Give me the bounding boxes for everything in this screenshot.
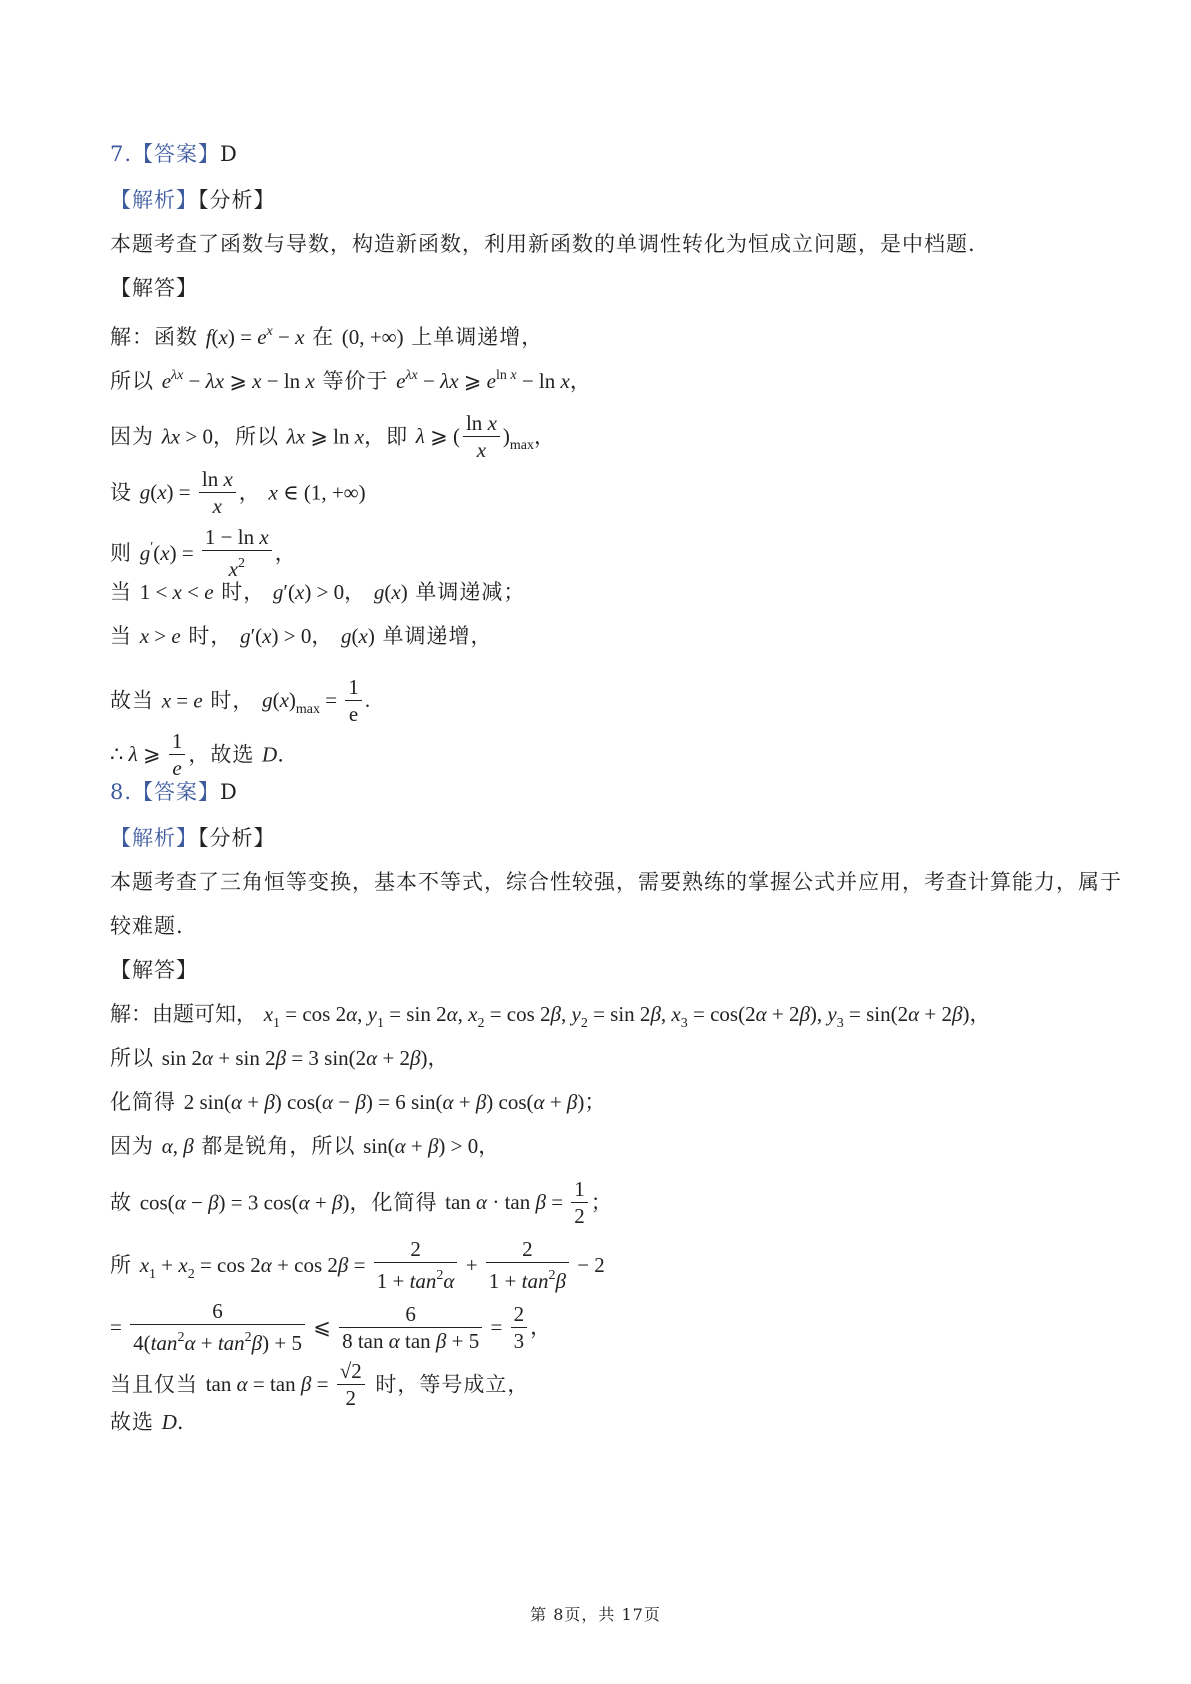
q8-s4-vars: α, β (161, 1134, 194, 1158)
q7-s6-suffix: 单调递减； (415, 580, 526, 604)
q7-step-8 (110, 676, 370, 729)
q8-step-7: = $\frac{6}{4(\tan^2\alpha + \tan^2\beta) + 5}$ ⩽ $\frac{6}{\text{8 tan α tan β + 5}}$ = $\frac{2}{3}$ ， (110, 1299, 553, 1355)
q8-step-2: 所以 sin 2α + sin 2β = 3 sin(2α + 2β)， (110, 1046, 450, 1070)
q7-s8-prefix: 故当 (110, 688, 154, 713)
q7-s6-range: 1 < x < e (139, 580, 214, 604)
q7-s6-func: g(x) (373, 580, 408, 604)
q7-step-6: 当 1 < x < e 时， g′(x) > 0， g(x) 单调递减； (110, 580, 526, 604)
q8-s8-fraction: $\frac{√2}{2}$ (337, 1358, 365, 1411)
q7-analysis-label: 【解析】 (110, 188, 198, 212)
q8-s5-formula-b: tan α · tan β = $\frac{1}{2}$ (445, 1190, 591, 1214)
q7-s5-derivative: g′(x) = $\frac{\text{1 − ln x}}{x^2}$ (140, 541, 275, 565)
q8-fenxi-label: 【分析】 (198, 826, 276, 850)
q8-s5-mid: ，化简得 (349, 1190, 438, 1215)
q7-s7-func: g(x) (341, 624, 375, 648)
q8-s6-fraction-a: $\frac{2}{1 + \tan^2\alpha}$ (374, 1236, 458, 1294)
q7-s8-max: $g(x)_{max}$ = $\frac{1}{e}$ . (262, 675, 371, 726)
q7-s6-sign: g′(x) > 0 (272, 580, 345, 604)
q8-step-8 (110, 1360, 529, 1413)
q8-s5-fraction: $\frac{1}{2}$ (571, 1176, 588, 1229)
q8-s6-prefix: 所 (110, 1252, 132, 1277)
q8-s1-formula: $x_1 = \cos 2\alpha$, $y_1 = \sin 2\alpha$, $x_2 = \cos 2\beta$, $y_2 = \sin 2\beta$, $x_3 = \cos(2\alpha + 2\beta)$, $y_3 = \sin(2\alpha + 2\beta)$ (263, 1002, 970, 1031)
q8-answer-value: D (220, 780, 238, 804)
q7-s7-suffix: 单调递增， (382, 624, 493, 648)
q8-s9-prefix: 故选 (110, 1410, 154, 1434)
q7-s5-prefix: 则 (110, 540, 132, 565)
q7-step-7: 当 x > e 时， g′(x) > 0， g(x) 单调递增， (110, 624, 493, 648)
q7-answer-value: D (220, 142, 238, 166)
q7-s1-prefix: 解：函数 (110, 325, 198, 349)
q7-s7-prefix: 当 (110, 624, 132, 648)
q7-analysis-heading (110, 186, 276, 214)
q7-s1-interval: (0, +∞) (341, 325, 404, 349)
q7-s3-max: λ ⩾ ( $\frac{\text{ln x}}{x}$ )$_{max}$ (415, 411, 534, 462)
q8-s1-prefix: 解：由题可知， (110, 1002, 257, 1026)
q7-s3-prefix: 因为 (110, 424, 154, 449)
q7-step-5: 则 g′(x) = $\frac{\text{1 − ln x}}{x^2}$ ， (110, 525, 297, 581)
q8-s7-fraction-b: $\frac{6}{\text{8 tan α tan β + 5}}$ (339, 1301, 482, 1354)
q7-s2-prefix: 所以 (110, 369, 154, 393)
q8-s4-formula: sin(α + β) > 0 (363, 1134, 479, 1158)
q7-s9-result: ∴ λ ⩾ $\frac{1}{e}$ (110, 742, 188, 766)
q8-s7-formula: = $\frac{6}{4(\tan^2\alpha + \tan^2\beta) + 5}$ ⩽ $\frac{6}{\text{8 tan α tan β + 5}}$ = $\frac{2}{3}$ (110, 1315, 530, 1339)
q7-solution-label: 【解答】 (110, 276, 198, 300)
q8-s5-formula-a: cos(α − β) = 3 cos(α + β) (139, 1190, 350, 1215)
q7-s6-mid: 时， (221, 580, 266, 604)
q8-s6-formula: $x_1 + x_2 = \cos 2\alpha + \cos 2\beta$ = $\frac{2}{1 + \tan^2\alpha}$ + $\frac{2}{1 + \tan^2\beta}$ − 2 (139, 1237, 605, 1293)
q8-s7-fraction-c: $\frac{2}{3}$ (511, 1301, 528, 1354)
q8-answer-line (110, 778, 238, 806)
q7-s8-cond: x = e (161, 688, 203, 713)
q8-summary-line-1: 本题考查了三角恒等变换，基本不等式，综合性较强，需要熟练的掌握公式并应用，考查计算能力，属于 (110, 870, 1122, 894)
q7-s5-fraction: $\frac{\text{1 − ln x}}{x^2}$ (202, 524, 272, 582)
page-footer: 第 8页，共 17页 (530, 1605, 661, 1624)
q7-s4-prefix: 设 (110, 480, 132, 505)
q7-step-4: 设 g(x) = $\frac{\text{ln x}}{x}$ ， x ∈ (1, +∞) (110, 467, 366, 518)
q7-answer-label: 7.【答案】 (110, 142, 221, 166)
q7-s2-formula-b: $e^{\lambda x} - \lambda x$ ⩾ $e^{ln x} - \ln x$ (396, 368, 570, 393)
q8-step-4: 因为 α, β 都是锐角，所以 sin(α + β) > 0， (110, 1134, 501, 1158)
q7-s2-mid: 等价于 (322, 369, 389, 393)
q8-s8-suffix: 时，等号成立， (375, 1372, 530, 1397)
q7-s4-domain: x ∈ (1, +∞) (268, 480, 366, 505)
q7-s1-suffix: 上单调递增， (411, 325, 544, 349)
q8-s4-mid: 都是锐角，所以 (201, 1134, 356, 1158)
q7-s2-formula-a: $e^{\lambda x} - \lambda x$ ⩾ x − ln x (161, 368, 315, 393)
q8-solution-label: 【解答】 (110, 958, 198, 982)
q7-s7-mid: 时， (188, 624, 233, 648)
q8-step-6 (110, 1238, 605, 1296)
q8-s3-formula: 2 sin(α + β) cos(α − β) = 6 sin(α + β) cos(α + β) (183, 1090, 585, 1114)
q7-s1-formula: $f(x) = e^x - x$ (205, 324, 305, 349)
q7-s7-sign: g′(x) > 0 (240, 624, 312, 648)
q8-step-1: 解：由题可知， $x_1 = \cos 2\alpha$, $y_1 = \sin 2\alpha$, $x_2 = \cos 2\beta$, $y_2 = \sin 2\beta$, $x_3 = \cos(2\alpha + 2\beta)$, $y_3 = \sin(2\alpha + 2\beta)$， (110, 1002, 991, 1031)
q7-s3-ineq: λx ⩾ ln x (286, 424, 365, 449)
q7-answer-line (110, 140, 238, 168)
q7-summary: 本题考查了函数与导数，构造新函数，利用新函数的单调性转化为恒成立问题，是中档题. (110, 232, 976, 256)
q8-s2-prefix: 所以 (110, 1046, 154, 1070)
q7-s9-choice: D (262, 742, 278, 767)
q8-analysis-label: 【解析】 (110, 826, 198, 850)
q8-s6-fraction-b: $\frac{2}{1 + \tan^2\beta}$ (486, 1236, 569, 1294)
q8-s4-prefix: 因为 (110, 1134, 154, 1158)
q7-s7-range: x > e (139, 624, 181, 648)
q7-s3-mid: ，所以 (212, 424, 279, 449)
q8-summary-line-2: 较难题. (110, 914, 184, 938)
q8-s8-prefix: 当且仅当 (110, 1372, 198, 1397)
q8-s3-prefix: 化简得 (110, 1090, 176, 1114)
q7-s4-fraction: $\frac{\text{ln x}}{x}$ (199, 466, 236, 519)
q7-s9-mid: ，故选 (188, 742, 255, 767)
q7-s9-fraction: $\frac{1}{e}$ (169, 728, 186, 781)
q7-step-9: ∴ λ ⩾ $\frac{1}{e}$ ，故选 D. (110, 729, 285, 780)
q8-s9-choice: D (161, 1410, 177, 1434)
q7-s4-def: g(x) = $\frac{\text{ln x}}{x}$ (140, 480, 239, 504)
q7-fenxi-label: 【分析】 (198, 188, 276, 212)
q7-s3-cond: λx > 0 (161, 424, 213, 449)
q7-step-3: 因为 λx > 0，所以 λx ⩾ ln x，即 λ ⩾ ( $\frac{\text{ln x}}{x}$ )$_{max}$， (110, 411, 556, 462)
q8-s2-formula: sin 2α + sin 2β = 3 sin(2α + 2β) (161, 1046, 428, 1070)
q8-s5-prefix: 故 (110, 1190, 132, 1215)
q8-s7-fraction-a: $\frac{6}{4(\tan^2\alpha + \tan^2\beta) + 5}$ (130, 1298, 305, 1356)
q7-s3-mid2: ，即 (364, 424, 409, 449)
q8-step-3: 化简得 2 sin(α + β) cos(α − β) = 6 sin(α + β) cos(α + β)； (110, 1090, 607, 1114)
q7-s8-fraction: $\frac{1}{e}$ (345, 674, 362, 727)
q7-step-1: 解：函数 $f(x) = e^x - x$ 在 (0, +∞) 上单调递增， (110, 324, 544, 349)
q8-step-9: 故选 D. (110, 1410, 185, 1434)
q8-analysis-heading (110, 824, 276, 852)
q8-s8-formula: tan α = tan β = $\frac{√2}{2}$ (206, 1372, 368, 1396)
q7-s6-prefix: 当 (110, 580, 132, 604)
q8-step-5: 故 cos(α − β) = 3 cos(α + β)，化简得 tan α · tan β = $\frac{1}{2}$ ； (110, 1177, 613, 1228)
q8-answer-label: 8.【答案】 (110, 780, 221, 804)
q7-s3-fraction: $\frac{\text{ln x}}{x}$ (463, 410, 500, 463)
q7-s8-mid: 时， (210, 688, 255, 713)
q7-step-2: 所以 $e^{\lambda x} - \lambda x$ ⩾ x − ln x 等价于 $e^{\lambda x} - \lambda x$ ⩾ $e^{ln x} - \ln x$， (110, 368, 592, 393)
